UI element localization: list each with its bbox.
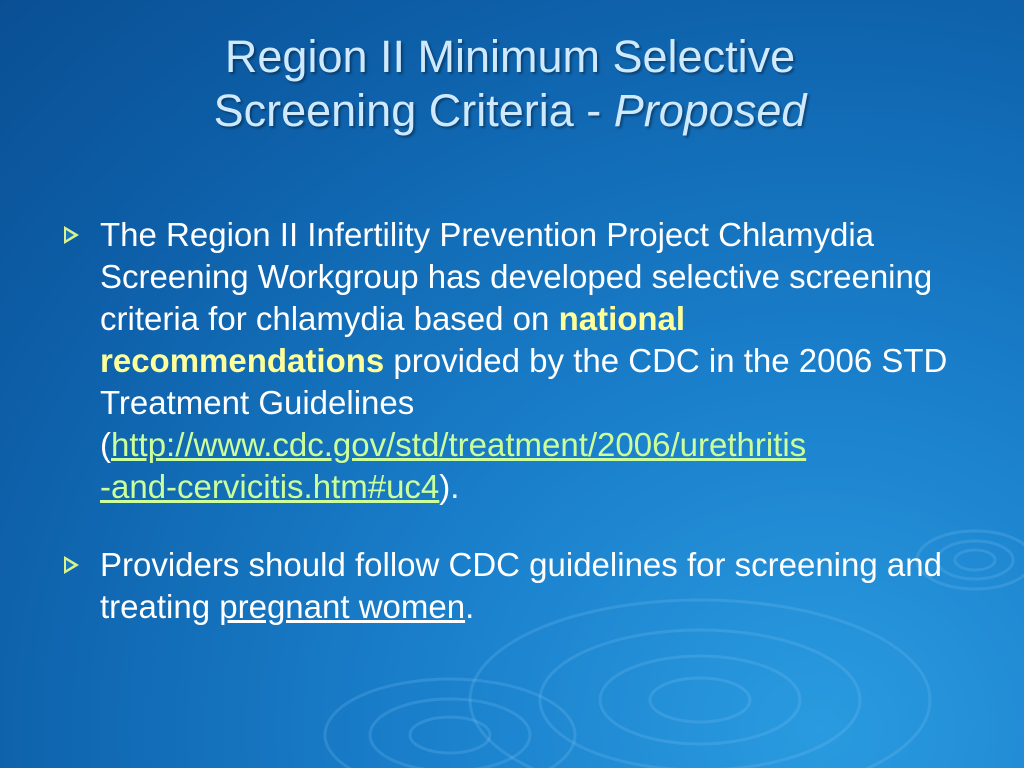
bullet-1-text-end: ).: [439, 468, 460, 505]
bullet-2-text-start: Providers should follow CDC guidelines for screening and treating: [100, 546, 942, 625]
bullet-item-2: [62, 544, 962, 628]
arrow-bullet-icon: [64, 556, 79, 574]
title-line-2: [60, 84, 960, 138]
bullet-1-highlight: national recommendations: [100, 300, 686, 379]
bullet-1-text-start: The Region II Infertility Prevention Project Chlamydia Screening Workgroup has developed selective screening criteria for chlamydia based on: [100, 216, 933, 337]
title-line-1: Region II Minimum Selective: [224, 31, 796, 82]
cdc-link-line-1[interactable]: http://www.cdc.gov/std/treatment/2006/urethritis: [111, 426, 807, 463]
bullet-1-text-middle: provided by the CDC in the 2006 STD Treatment Guidelines (: [100, 342, 948, 463]
title-line-2-text: Screening Criteria -: [213, 85, 614, 136]
pregnant-women-link[interactable]: pregnant women: [219, 588, 466, 625]
title-proposed: Proposed: [613, 85, 807, 136]
slide-title: [60, 30, 960, 138]
cdc-link-line-2[interactable]: -and-cervicitis.htm#uc4: [100, 468, 440, 505]
bullet-item-1: [62, 214, 962, 508]
bullet-2-text-end: .: [465, 588, 475, 625]
arrow-bullet-icon: [64, 226, 79, 244]
bullet-list: [62, 214, 962, 628]
